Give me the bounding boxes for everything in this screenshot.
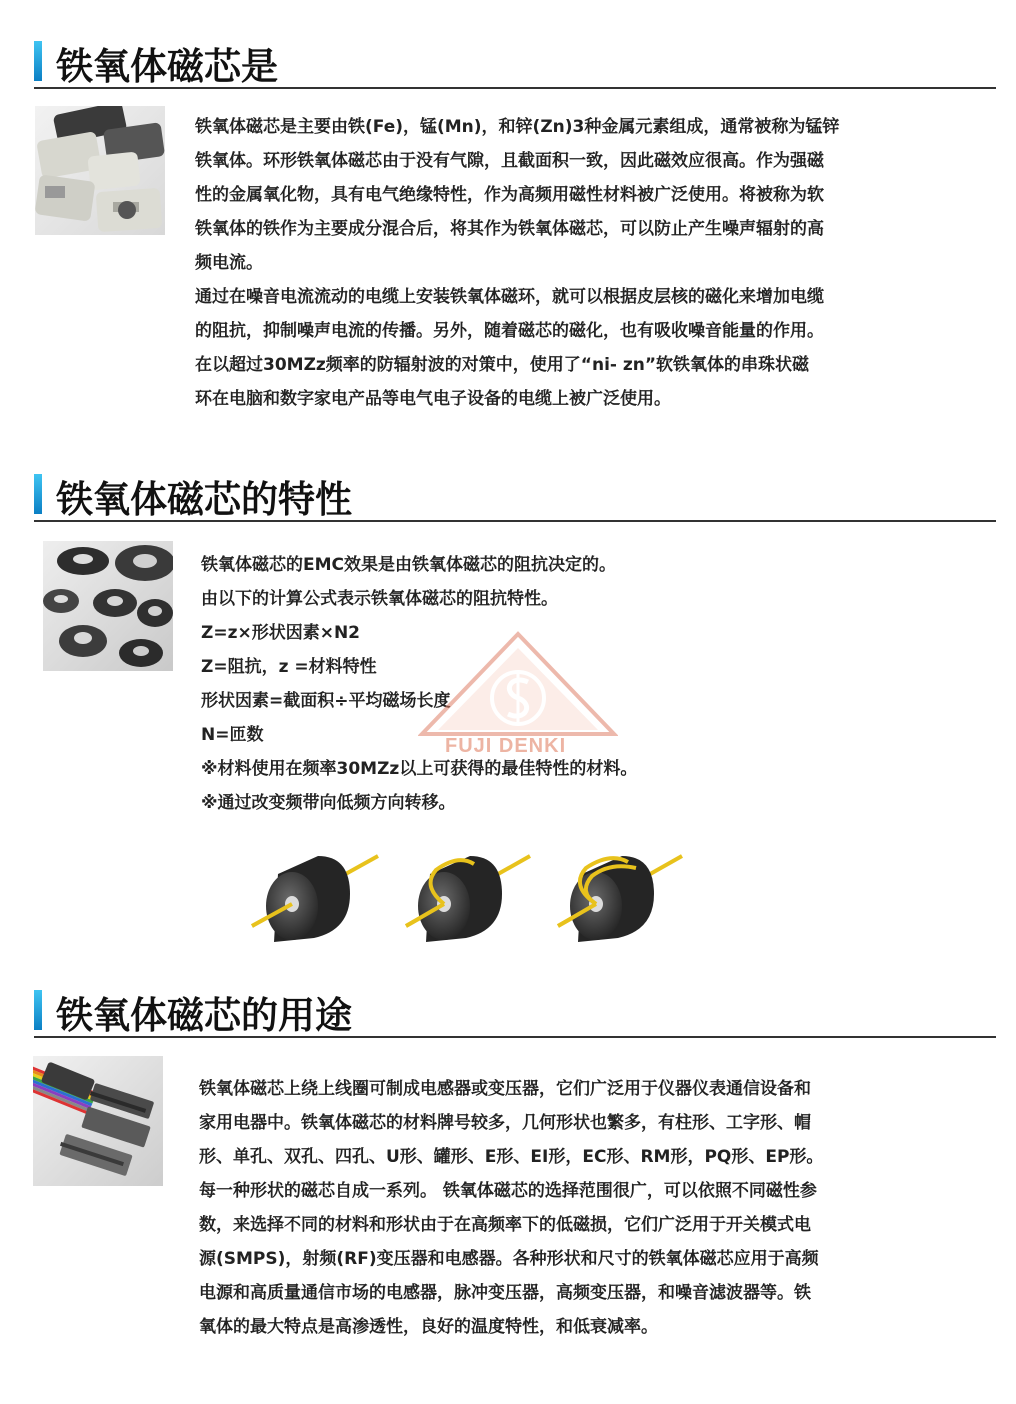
section-body-3 [199, 1072, 823, 1344]
core-single-pass [252, 856, 378, 942]
text-line: 源(SMPS)，射频(RF)变压器和电感器。各种形状和尺寸的铁氧体磁芯应用于高频 [199, 1249, 819, 1269]
section-body-1 [195, 110, 839, 416]
formula-line: 形状因素=截面积÷平均磁场长度 [201, 691, 451, 711]
section-title-1: 铁氧体磁芯是 [56, 45, 278, 88]
heading-accent-bar [34, 41, 42, 81]
text-line: 形、单孔、双孔、四孔、U形、罐形、E形、EI形，EC形、RM形，PQ形、EP形。 [199, 1147, 824, 1167]
ferrite-clamp-photo [35, 106, 165, 235]
text-line: 铁氧体。环形铁氧体磁芯由于没有气隙，且截面积一致，因此磁效应很高。作为强磁 [195, 151, 824, 171]
formula-line: Z=z×形状因素×N2 [201, 623, 361, 643]
text-line: 铁氧体磁芯上绕上线圈可制成电感器或变压器，它们广泛用于仪器仪表通信设备和 [199, 1079, 811, 1099]
text-line: 通过在噪音电流流动的电缆上安装铁氧体磁环，就可以根据皮层核的磁化来增加电缆 [195, 287, 824, 307]
ferrite-ring-photo [43, 541, 173, 671]
text-line: 环在电脑和数字家电产品等电气电子设备的电缆上被广泛使用。 [195, 389, 671, 409]
section-title-3: 铁氧体磁芯的用途 [56, 994, 352, 1037]
section-heading-3 [34, 982, 996, 1038]
text-line: 数，来选择不同的材料和形状由于在高频率下的低磁损，它们广泛用于开关模式电 [199, 1215, 811, 1235]
text-line: 家用电器中。铁氧体磁芯的材料牌号较多，几何形状也繁多，有柱形、工字形、帽 [199, 1113, 811, 1133]
text-line: 铁氧体磁芯是主要由铁(Fe)，锰(Mn)，和锌(Zn)3种金属元素组成，通常被称为锰锌 [195, 117, 840, 137]
text-line: 电源和高质量通信市场的电感器，脉冲变压器，高频变压器，和噪音滤波器等。铁 [199, 1283, 811, 1303]
section-title-2: 铁氧体磁芯的特性 [56, 478, 352, 521]
text-line: 频电流。 [195, 253, 263, 273]
section-heading-1 [34, 33, 996, 89]
text-line: 由以下的计算公式表示铁氧体磁芯的阻抗特性。 [201, 589, 558, 609]
formula-line: N=匝数 [201, 725, 264, 745]
core-winding-diagram [248, 846, 688, 946]
text-line: 每一种形状的磁芯自成一系列。 铁氧体磁芯的选择范围很广，可以依照不同磁性参 [199, 1181, 817, 1201]
heading-accent-bar [34, 990, 42, 1030]
text-line: 氧体的最大特点是高渗透性，良好的温度特性，和低衰减率。 [199, 1317, 658, 1337]
core-one-turn [406, 856, 530, 942]
text-line: 铁氧体的铁作为主要成分混合后，将其作为铁氧体磁芯，可以防止产生噪声辐射的高 [195, 219, 824, 239]
text-line: 的阻抗，抑制噪声电流的传播。另外，随着磁芯的磁化，也有吸收噪音能量的作用。 [195, 321, 824, 341]
heading-accent-bar [34, 474, 42, 514]
text-line: 铁氧体磁芯的EMC效果是由铁氧体磁芯的阻抗决定的。 [201, 555, 617, 575]
section-heading-2 [34, 466, 996, 522]
formula-line: Z=阻抗，z =材料特性 [201, 657, 377, 677]
text-line: 性的金属氧化物，具有电气绝缘特性，作为高频用磁性材料被广泛使用。将被称为软 [195, 185, 824, 205]
text-line: 在以超过30MZz频率的防辐射波的对策中，使用了“ni- zn”软铁氧体的串珠状磁 [195, 355, 810, 375]
note-line: ※材料使用在频率30MZz以上可获得的最佳特性的材料。 [201, 759, 638, 779]
ferrite-flat-cable-photo [33, 1056, 163, 1186]
watermark-brand-text: FUJI DENKI [445, 735, 567, 757]
core-two-turns [558, 856, 682, 942]
note-line: ※通过改变频带向低频方向转移。 [201, 793, 456, 813]
